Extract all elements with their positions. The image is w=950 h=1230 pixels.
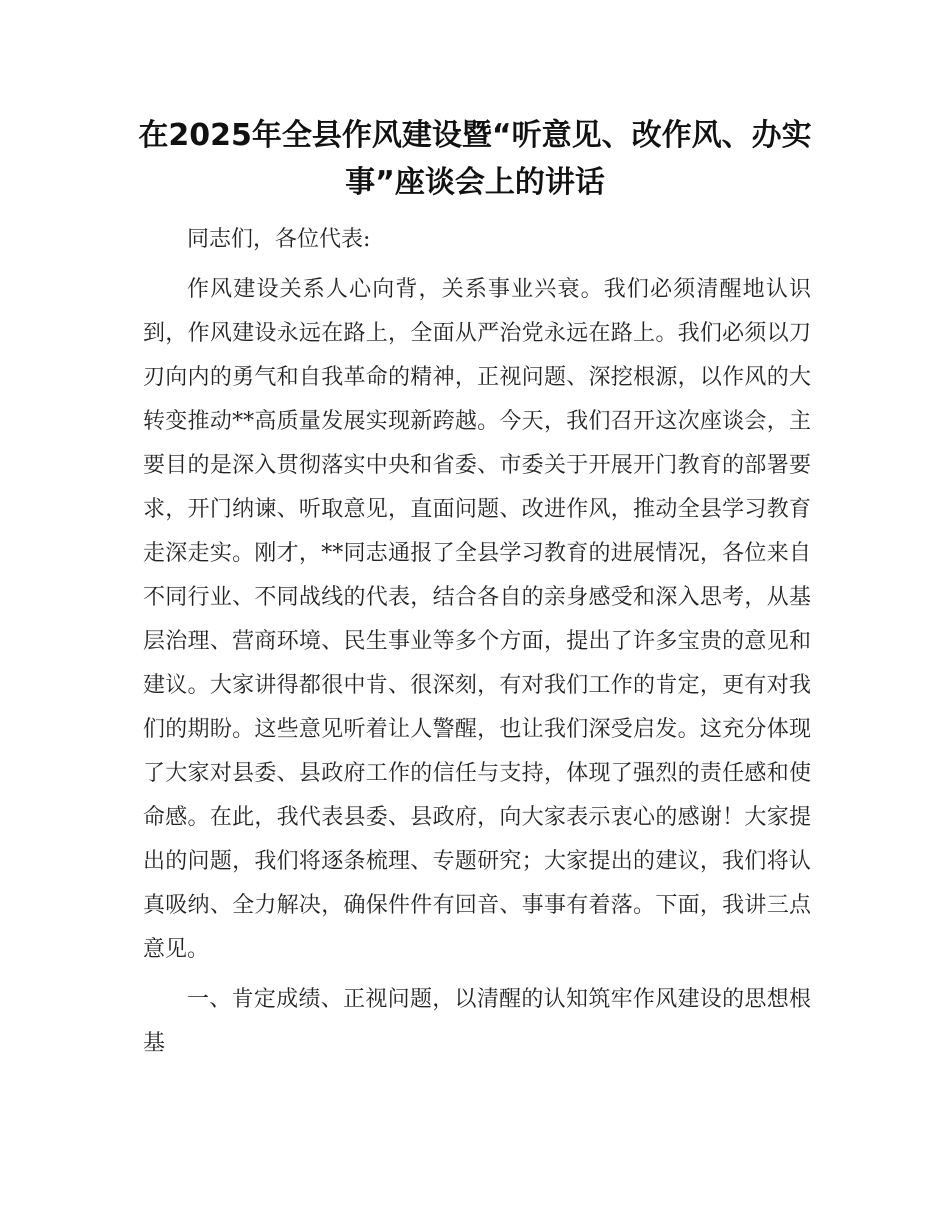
salutation: 同志们，各位代表: <box>187 227 371 252</box>
section-heading-1: 一、肯定成绩、正视问题，以清醒的认知筑牢作风建设的思想根基 <box>143 987 811 1056</box>
document-title: 在2025年全县作风建设暨“听意见、改作风、办实事”座谈会上的讲话 <box>138 118 812 200</box>
document-body <box>143 218 811 1072</box>
paragraph-intro: 作风建设关系人心向背，关系事业兴衰。我们必须清醒地认识到，作风建设永远在路上，全面从严治党永远在路上。我们必须以刀刃向内的勇气和自我革命的精神，正视问题、深挖根源，以作风的大转变推动**高质量发展实现新跨越。今天，我们召开这次座谈会，主要目的是深入贯彻落实中央和省委、市委关于开展开门教育的部署要求，开门纳谏、听取意见，直面问题、改进作风，推动全县学习教育走深走实。刚才，**同志通报了全县学习教育的进展情况，各位来自不同行业、不同战线的代表，结合各自的亲身感受和深入思考，从基层治理、营商环境、民生事业等多个方面，提出了许多宝贵的意见和建议。大家讲得都很中肯、很深刻，有对我们工作的肯定，更有对我们的期盼。这些意见听着让人警醒，也让我们深受启发。这充分体现了大家对县委、县政府工作的信任与支持，体现了强烈的责任感和使命感。在此，我代表县委、县政府，向大家表示衷心的感谢！大家提出的问题，我们将逐条梳理、专题研究；大家提出的建议，我们将认真吸纳、全力解决，确保件件有回音、事事有着落。下面，我讲三点意见。 <box>143 277 811 962</box>
